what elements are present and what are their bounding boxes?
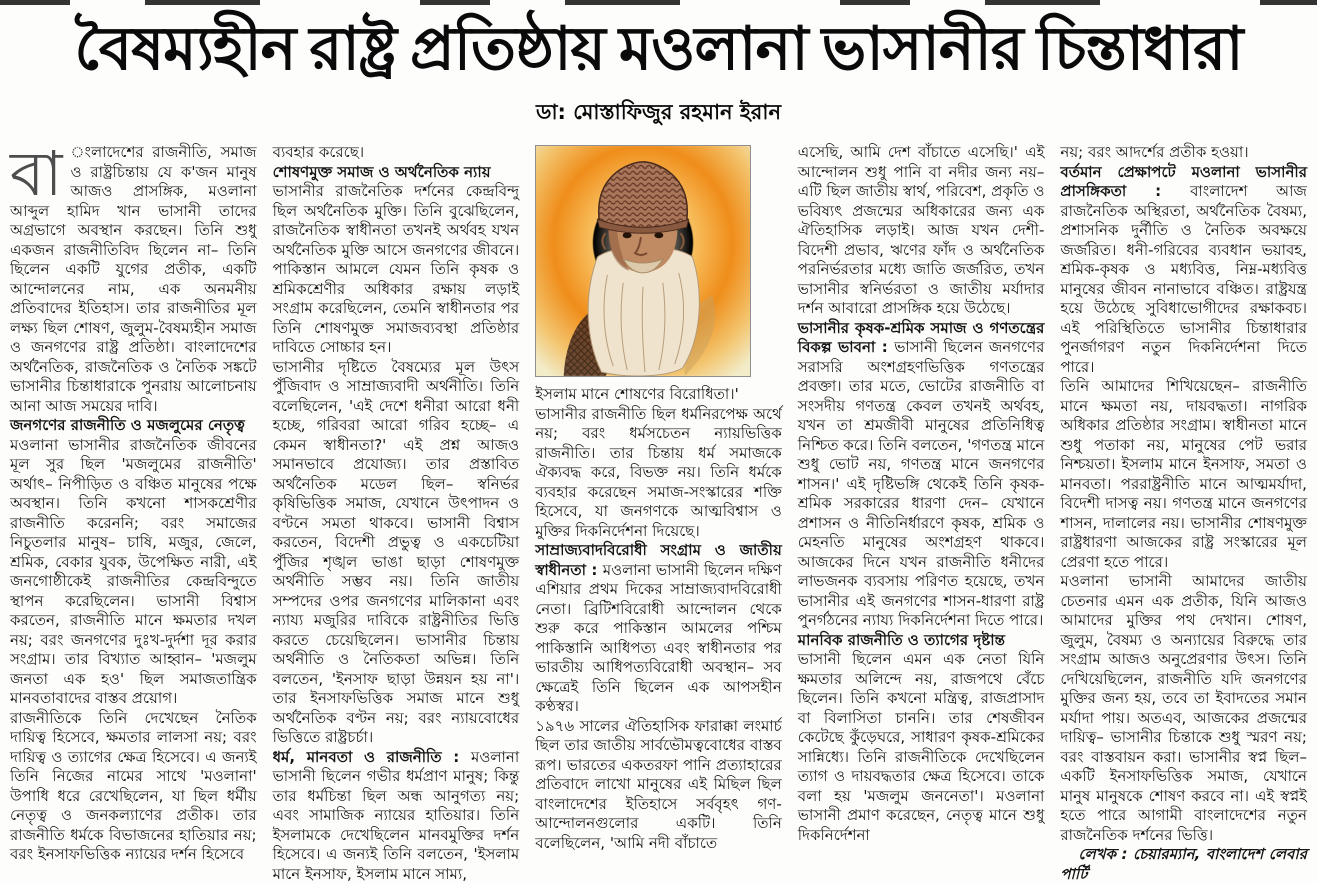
author-label: লেখক : <box>1078 845 1133 863</box>
inline-section-heading: ভাসানীর কৃষক-শ্রমিক সমাজ ও গণতন্ত্রের বিকল্প ভাবনা : <box>797 318 1045 356</box>
column-5 <box>1060 143 1307 883</box>
column-1 <box>10 137 257 865</box>
body-paragraph: এসেছি, আমি দেশ বাঁচাতে এসেছি।' এই আন্দোলন শুধু পানি বা নদীর জন্য নয়– এটি ছিল জাতীয় স্বার্থ, পরিবেশ, প্রকৃতি ও ভবিষ্যৎ প্রজন্মের অধিকারের জন্য এক ঐতিহাসিক লড়াই। আজ যখন দেশী-বিদেশী প্রভাব, ঋণের ফাঁদ ও অর্থনৈতিক পরনির্ভরতার মধ্যে জাতি জর্জরিত, তখন ভাসানীর স্বনির্ভরতা ও জাতীয় মর্যাদার দর্শন আবারো প্রাসঙ্গিক হয়ে উঠেছে। <box>797 143 1045 317</box>
scan-edge-artifact <box>0 0 1317 5</box>
body-paragraph: ধর্ম, মানবতা ও রাজনীতি : মওলানা ভাসানী ছিলেন গভীর ধর্মপ্রাণ মানুষ; কিন্তু তার ধর্মচিন্তা ছিল অন্ধ আনুগত্য নয়; এবং সামাজিক ন্যায়ের হাতিয়ার। তিনি ইসলামকে দেখেছিলেন মানবমুক্তির দর্শন হিসেবে। এ জন্যই তিনি বলতেন, 'ইসলাম মানে ইনসাফ, ইসলাম মানে সাম্য, <box>272 747 520 883</box>
body-paragraph: নয়; বরং আদর্শের প্রতীক হওয়া। <box>1060 143 1249 161</box>
body-paragraph: মওলানা ভাসানী আমাদের জাতীয় চেতনার এমন এক প্রতীক, যিনি আজও আমাদের মুক্তির পথ দেখান। শোষণ, জুলুম, বৈষম্য ও অন্যায়ের বিরুদ্ধে তার সংগ্রাম আজও অনুপ্রেরণার উৎস। তিনি দেখিয়েছিলেন, রাজনীতি যদি জনগণের মুক্তির জন্য হয়, তবে তা ইবাদতের সমান মর্যাদা পায়। অতএব, আজকের প্রজন্মের দায়িত্ব– ভাসানীর চিন্তাকে শুধু স্মরণ নয়; বরং বাস্তবায়ন করা। ভাসানীর স্বপ্ন ছিল– একটি ইনসাফভিত্তিক সমাজ, যেখানে মানুষ মানুষকে শোষণ করবে না। এই স্বপ্নই হতে পারে আগামী বাংলাদেশের নতুন রাজনৈতিক দর্শনের ভিত্তি। <box>1060 572 1307 844</box>
body-paragraph: মওলানা ভাসানীর রাজনৈতিক জীবনের মূল সুর ছিল 'মজলুমের রাজনীতি' অর্থাৎ– নিপীড়িত ও বঞ্চিত মানুষের পক্ষে অবস্থান। তিনি কখনো শাসকশ্রেণীর রাজনীতি করেননি; বরং সমাজের নিচুতলার মানুষ– চাষি, মজুর, জেলে, শ্রমিক, বেকার যুবক, উপেক্ষিত নারী, এই জনগোষ্ঠীকেই রাজনীতির কেন্দ্রবিন্দুতে স্থাপন করেছিলেন। ভাসানী বিশ্বাস করতেন, রাজনীতি মানে ক্ষমতার দখল নয়; বরং জনগণের দুঃখ-দুর্দশা দূর করার সংগ্রাম। তার বিখ্যাত আহ্বান– 'মজলুম জনতা এক হও' ছিল সমাজতান্ত্রিক মানবতাবাদের বাস্তব প্রয়োগ। <box>10 435 257 707</box>
inline-section-heading: ধর্ম, মানবতা ও রাজনীতি : <box>272 747 471 766</box>
body-paragraph: ভাসানী ছিলেন এমন এক নেতা যিনি ক্ষমতার অলিন্দে নয়, রাজপথে বেঁচে ছিলেন। তিনি কখনো মন্ত্রিত্ব, রাজপ্রাসাদ বা বিলাসিতা চাননি। তার শেষজীবন কেটেছে কুঁড়েঘরে, সাধারণ কৃষক-শ্রমিকের সান্নিধ্যে। তিনি রাজনীতিকে দেখেছিলেন ত্যাগ ও দায়বদ্ধতার ক্ষেত্র হিসেবে। তাকে বলা হয় 'মজলুম জননেতা'। মওলানা ভাসানী প্রমাণ করেছেন, নেতৃত্ব মানে শুধু দিকনির্দেশনা <box>797 650 1045 844</box>
article-byline: ডা: মোস্তাফিজুর রহমান ইরান <box>535 100 781 124</box>
article-header <box>0 0 1317 131</box>
section-heading: জনগণের রাজনীতি ও মজলুমের নেতৃত্ব <box>10 416 245 434</box>
body-paragraph: বা ংলাদেশের রাজনীতি, সমাজ ও রাষ্ট্রচিন্তায় যে ক'জন মানুষ আজও প্রাসঙ্গিক, মওলানা আব্দুল হামিদ খান ভাসানী তাদের অগ্রভাগে অবস্থান করছেন। তিনি শুধু একজন রাজনীতিবিদ ছিলেন না– তিনি ছিলেন একটি যুগের প্রতীক, একটি আন্দোলনের নাম, এক অনমনীয় প্রতিবাদের ইতিহাস। তার রাজনীতির মূল লক্ষ্য ছিল শোষণ, জুলুম-বৈষম্যহীন সমাজ ও জনগণের রাষ্ট্র প্রতিষ্ঠা। বাংলাদেশের অর্থনৈতিক, রাজনৈতিক ও নৈতিক সঙ্কটে ভাসানীর চিন্তাধারাকে পুনরায় আলোচনায় আনা আজ সময়ের দাবি। <box>10 137 257 415</box>
inline-section-heading: সাম্রাজ্যবাদবিরোধী সংগ্রাম ও জাতীয় স্বাধীনতা : <box>535 541 782 579</box>
body-paragraph: বর্তমান প্রেক্ষাপটে মওলানা ভাসানীর প্রাসঙ্গিকতা : বাংলাদেশ আজ রাজনৈতিক অস্থিরতা, অর্থনৈতিক বৈষম্য, প্রশাসনিক দুর্নীতি ও নৈতিক অবক্ষয়ে জর্জরিত। ধনী-গরিবের ব্যবধান ভয়াবহ, শ্রমিক-কৃষক ও মধ্যবিত্ত, নিম্ন-মধ্যবিত্ত মানুষের জীবন নানাভাবে বঞ্চিত। রাষ্ট্রযন্ত্র হয়ে উঠেছে সুবিধাভোগীদের রক্ষাকবচ। এই পরিস্থিতিতে ভাসানীর চিন্তাধারার পুনর্জাগরণ নতুন দিকনির্দেশনা দিতে পারে। <box>1060 162 1307 376</box>
article-body-columns <box>0 131 1317 883</box>
body-paragraph: ব্যবহার করেছে। <box>272 143 365 161</box>
body-paragraph: ভাসানীর কৃষক-শ্রমিক সমাজ ও গণতন্ত্রের বিকল্প ভাবনা : ভাসানী ছিলেন জনগণের সরাসরি অংশগ্রহণভিত্তিক গণতন্ত্রের প্রবক্তা। তার মতে, ভোটের রাজনীতি বা সংসদীয় গণতন্ত্র কেবল তখনই অর্থবহ, যখন তা শ্রমজীবী মানুষের প্রতিনিধিত্ব নিশ্চিত করে। তিনি বলতেন, 'গণতন্ত্র মানে শুধু ভোট নয়, গণতন্ত্র মানে জনগণের শাসন।' এই দৃষ্টিভঙ্গি থেকেই তিনি কৃষক-শ্রমিক সরকারের ধারণা দেন– যেখানে প্রশাসন ও নীতিনির্ধারণে কৃষক, শ্রমিক ও মেহনতি মানুষের অংশগ্রহণ থাকবে। আজকের দিনে যখন রাজনীতি ধনীদের লাভজনক ব্যবসায় পরিণত হয়েছে, তখন ভাসানীর এই জনগণের শাসন-ধারণা রাষ্ট্র পুনর্গঠনের ন্যায্য দিকনির্দেশনা দিতে পারে। <box>797 318 1045 629</box>
column-3 <box>535 143 782 853</box>
section-heading: মানবিক রাজনীতি ও ত্যাগের দৃষ্টান্ত <box>797 630 1005 649</box>
column-2 <box>273 143 520 883</box>
body-paragraph: ভাসানীর রাজনৈতিক দর্শনের কেন্দ্রবিন্দু ছিল অর্থনৈতিক মুক্তি। তিনি বুঝেছিলেন, রাজনৈতিক স্বাধীনতা তখনই অর্থবহ যখন অর্থনৈতিক মুক্তি আসে জনগণের জীবনে। পাকিস্তান আমলে যেমন তিনি কৃষক ও শ্রমিকশ্রেণীর অধিকার রক্ষায় লড়াই সংগ্রাম করেছিলেন, তেমনি স্বাধীনতার পর তিনি শোষণমুক্ত সমাজব্যবস্থা প্রতিষ্ঠার দাবিতে সোচ্চার হন। <box>272 182 520 356</box>
author-credit: লেখক : চেয়ারম্যান, বাংলাদেশ লেবার পার্টি <box>1060 845 1307 883</box>
body-paragraph: ভাসানীর দৃষ্টিতে বৈষম্যের মূল উৎস পুঁজিবাদ ও সাম্রাজ্যবাদী অর্থনীতি। তিনি বলেছিলেন, 'এই দেশে ধনীরা আরো ধনী হচ্ছে, গরিবরা আরো গরিব হচ্ছে– এ কেমন স্বাধীনতা?' এই প্রশ্ন আজও সমানভাবে প্রযোজ্য। তার প্রস্তাবিত অর্থনৈতিক মডেল ছিল– স্বনির্ভর কৃষিভিত্তিক সমাজ, যেখানে উৎপাদন ও বণ্টনে সমতা থাকবে। ভাসানী বিশ্বাস করতেন, বিদেশী প্রভুত্ব ও একচেটিয়া পুঁজির শৃঙ্খল ভাঙা ছাড়া শোষণমুক্ত অর্থনীতি সম্ভব নয়। তিনি জাতীয় সম্পদের ওপর জনগণের মালিকানা এবং ন্যায্য মজুরির দাবিকে রাষ্ট্রনীতির ভিত্তি করতে চেয়েছিলেন। ভাসানীর চিন্তায় অর্থনীতি ও নৈতিকতা অভিন্ন। তিনি বলতেন, 'ইনসাফ ছাড়া উন্নয়ন হয় না'। তার ইনসাফভিত্তিক সমাজ মানে শুধু অর্থনৈতিক বণ্টন নয়; বরং ন্যায়বোধের ভিত্তিতে রাষ্ট্রচর্চা। <box>272 357 520 746</box>
body-paragraph: ভাসানীর রাজনীতি ছিল ধর্মনিরপেক্ষ অর্থে নয়; বরং ধর্মসচেতন ন্যায়ভিত্তিক রাজনীতি। তার চিন্তায় ধর্ম সমাজকে ঐক্যবদ্ধ করে, বিভক্ত নয়। তিনি ধর্মকে ব্যবহার করেছেন সমাজ-সংস্কারের শক্তি হিসেবে, যা জনগণকে আত্মবিশ্বাস ও মুক্তির দিকনির্দেশনা দিয়েছে। <box>535 404 782 540</box>
bhashani-portrait-drawing <box>536 146 750 376</box>
body-paragraph: সাম্রাজ্যবাদবিরোধী সংগ্রাম ও জাতীয় স্বাধীনতা : মওলানা ভাসানী ছিলেন দক্ষিণ এশিয়ার প্রথম দিকের সাম্রাজ্যবাদবিরোধী নেতা। ব্রিটিশবিরোধী আন্দোলন থেকে শুরু করে পাকিস্তান আমলের পশ্চিম পাকিস্তানি আধিপত্য এবং স্বাধীনতার পর ভারতীয় আধিপত্যবিরোধী অবস্থান– সব ক্ষেত্রেই তিনি ছিলেন এক আপসহীন কণ্ঠস্বর। <box>535 541 782 715</box>
body-paragraph: তিনি আমাদের শিখিয়েছেন– রাজনীতি মানে ক্ষমতা নয়, দায়বদ্ধতা। নাগরিক অধিকার প্রতিষ্ঠার সংগ্রাম। স্বাধীনতা মানে শুধু পতাকা নয়, মানুষের পেট ভরার নিশ্চয়তা। ইসলাম মানে ইনসাফ, সমতা ও মানবতা। পররাষ্ট্রনীতি মানে আত্মমর্যাদা, বিদেশী দাসত্ব নয়। গণতন্ত্র মানে জনগণের শাসন, দালালের নয়। ভাসানীর শোষণমুক্ত রাষ্ট্রধারণা আজকের রাষ্ট্র সংস্কারের মূল প্রেরণা হতে পারে। <box>1060 377 1307 571</box>
body-paragraph: ইসলাম মানে শোষণের বিরোধিতা।' <box>535 385 739 403</box>
drop-cap: বা <box>10 137 63 210</box>
column-4 <box>798 143 1045 845</box>
bhashani-portrait-image <box>535 145 751 377</box>
section-heading: শোষণমুক্ত সমাজ ও অর্থনৈতিক ন্যায় <box>272 162 491 181</box>
article-headline: বৈষম্যহীন রাষ্ট্র প্রতিষ্ঠায় মওলানা ভাসানীর চিন্তাধারা <box>74 16 1243 82</box>
body-paragraph: ১৯৭৬ সালের ঐতিহাসিক ফারাক্কা লংমার্চ ছিল তার জাতীয় সার্বভৌমত্ববোধের বাস্তব রূপ। ভারতের একতরফা পানি প্রত্যাহারের প্রতিবাদে লাখো মানুষের এই মিছিল ছিল বাংলাদেশের ইতিহাসে সর্ববৃহৎ গণ-আন্দোলনগুলোর একটি। তিনি বলেছিলেন, 'আমি নদী বাঁচাতে <box>535 716 782 852</box>
body-paragraph: রাজনীতিকে তিনি দেখেছেন নৈতিক দায়িত্ব হিসেবে, ক্ষমতার লালসা নয়; বরং দায়িত্ব ও ত্যাগের ক্ষেত্র হিসেবে। এ জন্যই তিনি নিজের নামের সাথে 'মওলানা' উপাধি ধরে রেখেছিলেন, যা ছিল ধর্মীয় নেতৃত্ব ও জনকল্যাণের প্রতীক। তার রাজনীতি ধর্মকে বিভাজনের হাতিয়ার নয়; বরং ইনসাফভিত্তিক ন্যায়ের দর্শন হিসেবে <box>10 708 257 863</box>
inline-section-heading: বর্তমান প্রেক্ষাপটে মওলানা ভাসানীর প্রাসঙ্গিকতা : <box>1060 162 1307 200</box>
